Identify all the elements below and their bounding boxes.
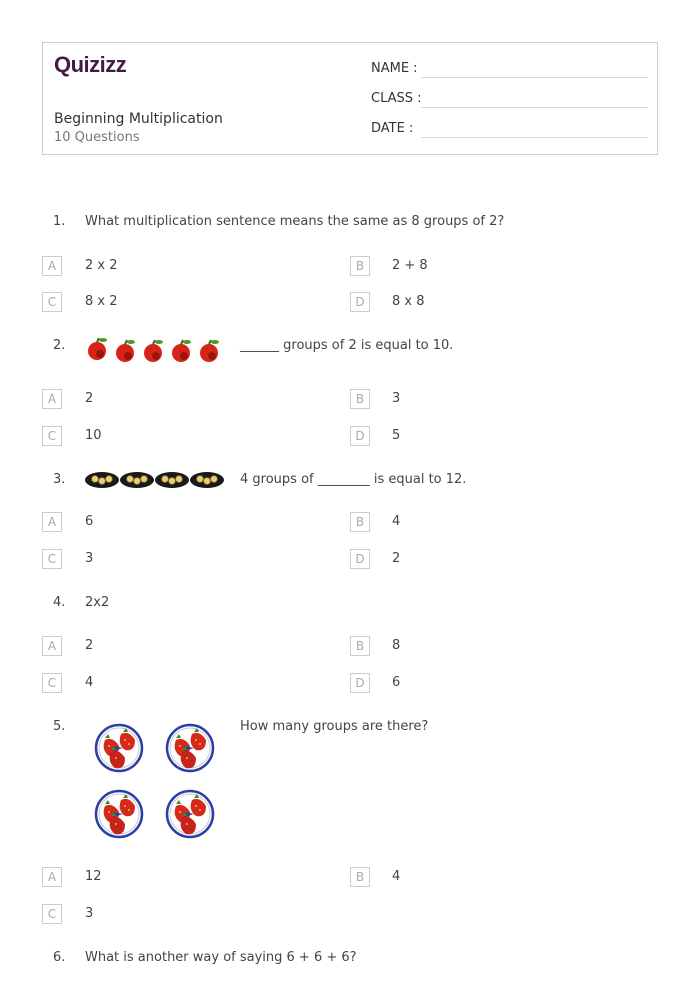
- question-text: 4 groups of ________ is equal to 12.: [240, 472, 467, 487]
- question-text: What is another way of saying 6 + 6 + 6?: [85, 950, 357, 965]
- date-field[interactable]: [371, 121, 647, 141]
- option-text[interactable]: 2: [85, 638, 94, 653]
- strawberry-plates-icon: [92, 718, 224, 848]
- option-letter[interactable]: D: [350, 426, 370, 446]
- option-text[interactable]: 10: [85, 428, 102, 443]
- date-label: DATE :: [371, 121, 414, 136]
- class-label: CLASS :: [371, 91, 422, 106]
- option-letter[interactable]: A: [42, 512, 62, 532]
- name-line: [421, 77, 648, 78]
- option-text[interactable]: 5: [392, 428, 401, 443]
- option-text[interactable]: 8 x 8: [392, 294, 425, 309]
- option-letter[interactable]: B: [350, 256, 370, 276]
- option-text[interactable]: 2: [392, 551, 401, 566]
- class-line: [421, 107, 648, 108]
- option-letter[interactable]: B: [350, 512, 370, 532]
- question-number: 4.: [53, 595, 66, 610]
- option-letter[interactable]: B: [350, 389, 370, 409]
- option-text[interactable]: 6: [85, 514, 94, 529]
- option-letter[interactable]: C: [42, 549, 62, 569]
- option-text[interactable]: 4: [392, 869, 401, 884]
- option-text[interactable]: 6: [392, 675, 401, 690]
- question-number: 3.: [53, 472, 66, 487]
- option-letter[interactable]: A: [42, 389, 62, 409]
- option-text[interactable]: 2: [85, 391, 94, 406]
- question-text: ______ groups of 2 is equal to 10.: [240, 338, 454, 353]
- name-field[interactable]: [371, 61, 647, 81]
- option-text[interactable]: 8 x 2: [85, 294, 118, 309]
- option-letter[interactable]: A: [42, 636, 62, 656]
- option-letter[interactable]: D: [350, 292, 370, 312]
- option-letter[interactable]: C: [42, 904, 62, 924]
- apples-icon: [84, 336, 226, 364]
- option-text[interactable]: 3: [85, 551, 94, 566]
- option-letter[interactable]: D: [350, 549, 370, 569]
- option-text[interactable]: 4: [85, 675, 94, 690]
- worksheet-title: Beginning Multiplication: [54, 111, 223, 127]
- option-text[interactable]: 8: [392, 638, 401, 653]
- option-letter[interactable]: C: [42, 292, 62, 312]
- option-text[interactable]: 3: [85, 906, 94, 921]
- question-text: 2x2: [85, 595, 110, 610]
- option-letter[interactable]: A: [42, 256, 62, 276]
- option-letter[interactable]: A: [42, 867, 62, 887]
- question-number: 6.: [53, 950, 66, 965]
- question-number: 2.: [53, 338, 66, 353]
- option-letter[interactable]: B: [350, 636, 370, 656]
- option-letter[interactable]: B: [350, 867, 370, 887]
- question-text: How many groups are there?: [240, 719, 429, 734]
- option-text[interactable]: 2 + 8: [392, 258, 428, 273]
- option-letter[interactable]: C: [42, 426, 62, 446]
- quizizz-logo: Quizizz: [54, 52, 127, 77]
- option-text[interactable]: 3: [392, 391, 401, 406]
- question-text: What multiplication sentence means the same as 8 groups of 2?: [85, 214, 505, 229]
- question-number: 5.: [53, 719, 66, 734]
- option-text[interactable]: 2 x 2: [85, 258, 118, 273]
- question-number: 1.: [53, 214, 66, 229]
- question-count: 10 Questions: [54, 130, 140, 145]
- date-line: [421, 137, 648, 138]
- name-label: NAME :: [371, 61, 418, 76]
- bowls-icon: [84, 468, 226, 492]
- option-text[interactable]: 12: [85, 869, 102, 884]
- class-field[interactable]: [371, 91, 647, 111]
- worksheet-header: [42, 42, 658, 155]
- option-letter[interactable]: C: [42, 673, 62, 693]
- option-letter[interactable]: D: [350, 673, 370, 693]
- option-text[interactable]: 4: [392, 514, 401, 529]
